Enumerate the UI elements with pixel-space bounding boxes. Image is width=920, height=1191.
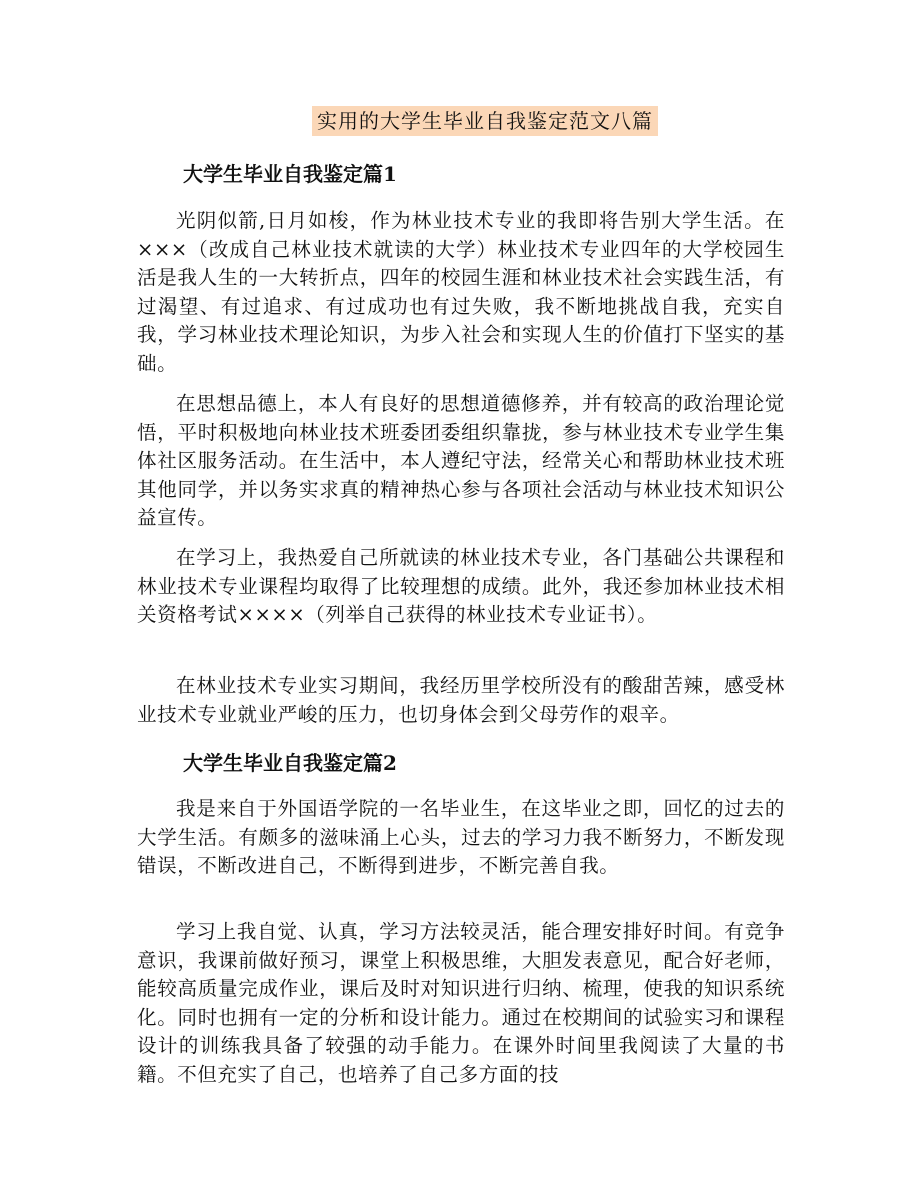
paragraph: 我是来自于外国语学院的一名毕业生，在这毕业之即，回忆的过去的大学生活。有颇多的滋味涌上心头，过去的学习力我不断努力，不断发现错误，不断改进自己，不断得到进步，不断完善自我。: [137, 797, 785, 877]
section-heading-2: 大学生毕业自我鉴定篇2: [183, 751, 397, 775]
section-heading-1: 大学生毕业自我鉴定篇1: [183, 162, 397, 186]
paragraph: 光阴似箭,日月如梭，作为林业技术专业的我即将告别大学生活。在×××（改成自己林业技术就读的大学）林业技术专业四年的大学校园生活是我人生的一大转折点，四年的校园生涯和林业技术社会实践生活，有过渴望、有过追求、有过成功也有过失败，我不断地挑战自我，充实自我，学习林业技术理论知识，为步入社会和实现人生的价值打下坚实的基础。: [137, 209, 785, 375]
paragraph: 在学习上，我热爱自己所就读的林业技术专业，各门基础公共课程和林业技术专业课程均取得了比较理想的成绩。此外，我还参加林业技术相关资格考试××××（列举自己获得的林业技术专业证书）。: [137, 546, 785, 626]
paragraph: 学习上我自觉、认真，学习方法较灵活，能合理安排好时间。有竞争意识，我课前做好预习，课堂上积极思维，大胆发表意见，配合好老师，能较高质量完成作业，课后及时对知识进行归纳、梳理，使我的知识系统化。同时也拥有一定的分析和设计能力。通过在校期间的试验实习和课程设计的训练我具备了较强的动手能力。在课外时间里我阅读了大量的书籍。不但充实了自己，也培养了自己多方面的技: [137, 920, 785, 1086]
paragraph: 在思想品德上，本人有良好的思想道德修养，并有较高的政治理论觉悟，平时积极地向林业技术班委团委组织靠拢，参与林业技术专业学生集体社区服务活动。在生活中，本人遵纪守法，经常关心和帮助林业技术班其他同学，并以务实求真的精神热心参与各项社会活动与林业技术知识公益宣传。: [137, 392, 785, 529]
document-title: 实用的大学生毕业自我鉴定范文八篇: [312, 106, 658, 136]
paragraph: 在林业技术专业实习期间，我经历里学校所没有的酸甜苦辣，感受林业技术专业就业严峻的压力，也切身体会到父母劳作的艰辛。: [137, 674, 785, 726]
